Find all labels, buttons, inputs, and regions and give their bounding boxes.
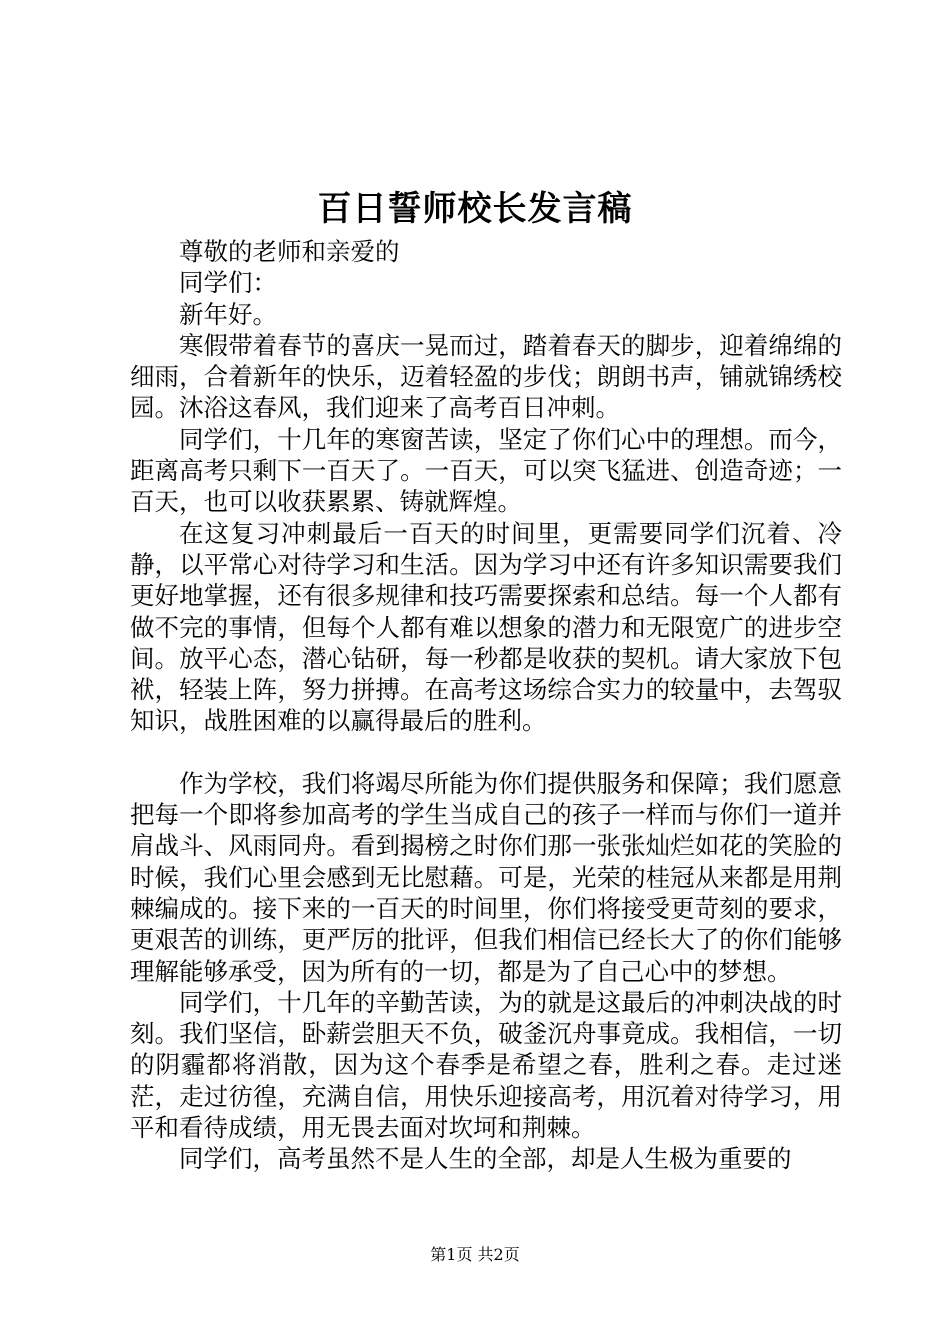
paragraph-salutation-2: 同学们：: [179, 268, 277, 298]
page-number-footer: 第1页 共2页: [430, 1245, 520, 1264]
paragraph: 同学们，十几年的辛勤苦读，为的就是这最后的冲刺决战的时刻。我们坚信，卧薪尝胆天不负，破釜沉舟事竟成。我相信，一切的阴霾都将消散，因为这个春季是希望之春，胜利之春。走过迷茫，走过彷徨，充满自信，用快乐迎接高考，用沉着对待学习，用平和看待成绩，用无畏去面对坎坷和荆棘。: [130, 987, 842, 1143]
paragraph-greeting: 新年好。: [179, 299, 277, 329]
paragraph: 寒假带着春节的喜庆一晃而过，踏着春天的脚步，迎着绵绵的细雨，合着新年的快乐，迈着轻盈的步伐；朗朗书声，铺就锦绣校园。沐浴这春风，我们迎来了高考百日冲刺。: [130, 330, 842, 423]
paragraph: 在这复习冲刺最后一百天的时间里，更需要同学们沉着、冷静，以平常心对待学习和生活。因为学习中还有许多知识需要我们更好地掌握，还有很多规律和技巧需要探索和总结。每一个人都有做不完的事情，但每个人都有难以想象的潜力和无限宽广的进步空间。放平心态，潜心钻研，每一秒都是收获的契机。请大家放下包袱，轻装上阵，努力拼搏。在高考这场综合实力的较量中，去驾驭知识，战胜困难的以赢得最后的胜利。: [130, 518, 842, 736]
paragraph-salutation-1: 尊敬的老师和亲爱的: [179, 237, 400, 266]
paragraph: 作为学校，我们将竭尽所能为你们提供服务和保障；我们愿意把每一个即将参加高考的学生当成自己的孩子一样而与你们一道并肩战斗、风雨同舟。看到揭榜之时你们那一张张灿烂如花的笑脸的时候，我们心里会感到无比慰藉。可是，光荣的桂冠从来都是用荆棘编成的。接下来的一百天的时间里，你们将接受更苛刻的要求，更艰苦的训练，更严厉的批评，但我们相信已经长大了的你们能够理解能够承受，因为所有的一切，都是为了自己心中的梦想。: [130, 768, 842, 986]
document-body: [130, 236, 842, 1175]
paragraph: 同学们，十几年的寒窗苦读，坚定了你们心中的理想。而今，距离高考只剩下一百天了。一百天，可以突飞猛进、创造奇迹；一百天，也可以收获累累、铸就辉煌。: [130, 424, 842, 517]
paragraph: 同学们，高考虽然不是人生的全部，却是人生极为重要的: [179, 1144, 792, 1174]
document-title: 百日誓师校长发言稿: [317, 189, 633, 229]
